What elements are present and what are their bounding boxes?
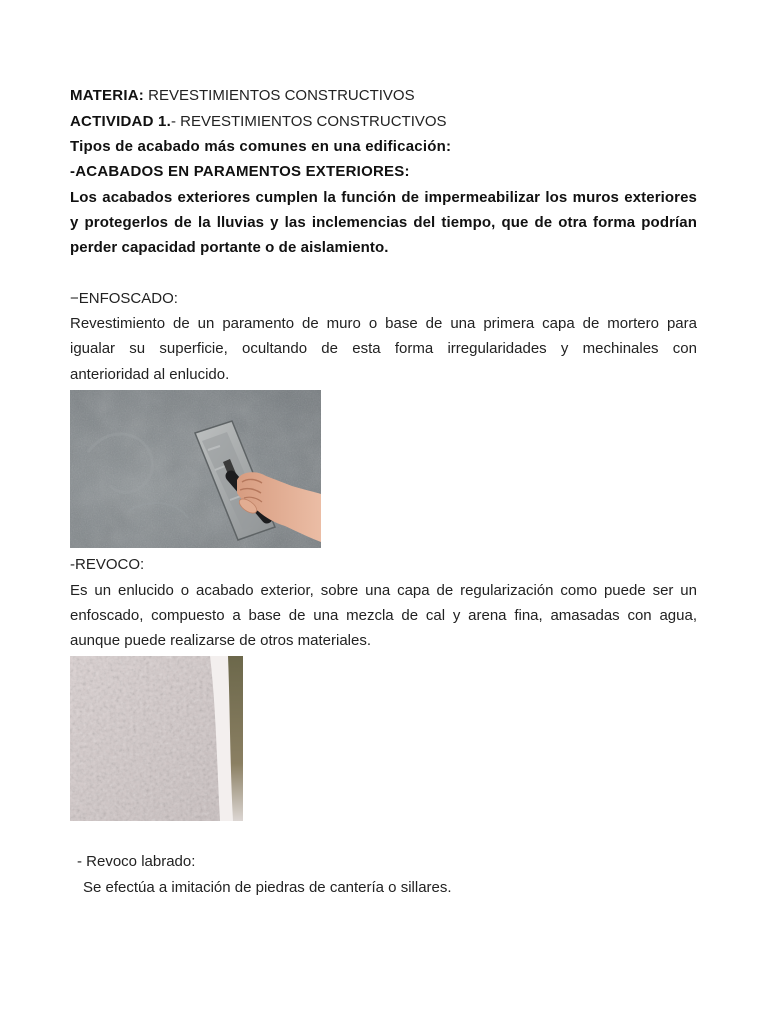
subtitle: Tipos de acabado más comunes en una edificación: [70,137,452,155]
revoco-paragraph [70,578,697,654]
revoco-labrado-heading: - Revoco labrado: [77,853,196,871]
enfoscado-heading: −ENFOSCADO: [70,289,178,307]
materia-label: MATERIA: [70,87,144,105]
enfoscado-paragraph [70,311,697,387]
revoco-line: aunque puede realizarse de otros materiales. [70,632,372,650]
enfoscado-line: anterioridad al enlucido. [70,365,230,383]
intro-line: perder capacidad portante o de aislamiento. [70,239,389,257]
enfoscado-line: igualar su superficie, ocultando de esta forma irregularidades y mechinales con [70,340,697,358]
revoco-heading: -REVOCO: [70,556,145,574]
revoco-photo-svg [70,656,243,821]
document-page [70,83,697,900]
actividad-line [70,109,697,134]
revoco-photo [70,656,243,821]
materia-line [70,83,697,108]
revoco-line: enfoscado, compuesto a base de una mezcla de cal y arena fina, amasadas con agua, [70,606,697,624]
blank-line [70,260,697,285]
actividad-value: - REVESTIMIENTOS CONSTRUCTIVOS [170,112,447,130]
enfoscado-photo [70,390,321,548]
revoco-labrado-description: Se efectúa a imitación de piedras de cantería o sillares. [83,878,452,896]
actividad-label: ACTIVIDAD 1. [70,112,171,130]
materia-value: REVESTIMIENTOS CONSTRUCTIVOS [148,87,415,105]
revoco-line: Es un enlucido o acabado exterior, sobre una capa de regularización como puede ser un [70,581,697,599]
intro-line: Los acabados exteriores cumplen la función de impermeabilizar los muros exteriores [70,188,697,206]
intro-paragraph [70,185,697,261]
enfoscado-line: Revestimiento de un paramento de muro o base de una primera capa de mortero para [70,315,697,333]
enfoscado-photo-svg [70,390,321,548]
intro-line: y protegerlos de la lluvias y las inclemencias del tiempo, que de otra forma podrían [70,213,697,231]
section-title: -ACABADOS EN PARAMENTOS EXTERIORES: [70,163,410,181]
